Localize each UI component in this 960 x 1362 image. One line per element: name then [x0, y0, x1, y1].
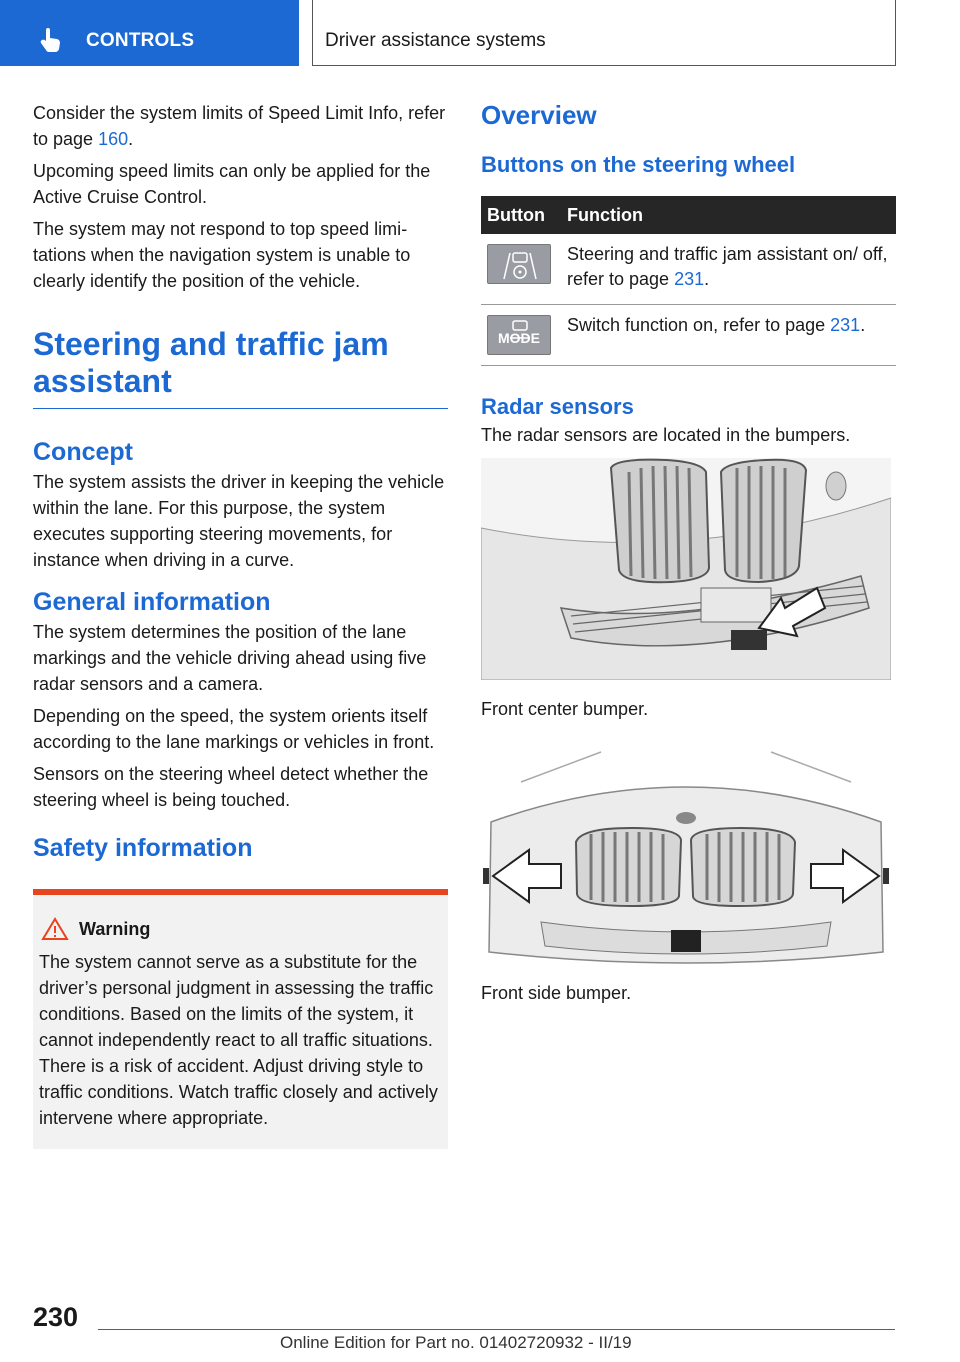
footer-divider	[98, 1329, 895, 1330]
chapter-label: CONTROLS	[86, 30, 195, 51]
table-row	[481, 234, 896, 305]
page-link[interactable]: 231	[674, 269, 705, 289]
chapter-tab	[0, 0, 299, 66]
figure-caption: Front side bumper.	[481, 983, 632, 1003]
table-header-function: Function	[561, 196, 896, 234]
table-row	[481, 305, 896, 366]
buttons-table	[481, 196, 896, 366]
section-title: Steering and traffic jam assistant	[33, 300, 448, 409]
section-header-title: Driver assistance systems	[325, 30, 546, 51]
paragraph: The system assists the driver in keeping the vehicle within the lane. For this purpose, the system executes supporting steering movements, for instance when driving in a curve.	[33, 472, 445, 570]
buttons-heading: Buttons on the steering wheel	[481, 152, 796, 177]
page-number: 230	[33, 1302, 79, 1332]
paragraph: The system may not respond to top speed limitations when the navigation system is unable to clearly identify the position of the vehicle.	[33, 219, 411, 291]
front-side-bumper-illustration	[481, 742, 896, 969]
table-cell-function: Switch function on, refer to page 231.	[561, 305, 896, 366]
warning-box	[33, 889, 448, 1149]
general-information-heading: General information	[33, 588, 271, 616]
edition-info: Online Edition for Part no. 01402720932 - II/19	[280, 1333, 632, 1352]
paragraph: Depending on the speed, the system orients itself according to the lane markings or vehicles in front.	[33, 706, 435, 752]
right-column	[481, 100, 896, 1004]
concept-heading: Concept	[33, 438, 133, 466]
table-header-button: Button	[481, 196, 561, 234]
radar-sensors-heading: Radar sensors	[481, 394, 634, 419]
paragraph: The system determines the position of the lane markings and the vehicle driving ahead using five radar sensors and a camera.	[33, 622, 427, 694]
page-link[interactable]: 231	[830, 315, 861, 335]
steering-assist-button-icon	[487, 244, 551, 284]
warning-text: The system cannot serve as a substitute for the driver’s personal judgment in assessing the traffic conditions. Based on the limits of the system, it cannot independently react to all traffic situations. There is a risk of accident. Adjust driving style to traffic conditions. Watch traffic closely and actively intervene where appropriate.	[39, 952, 438, 1128]
paragraph: The radar sensors are located in the bumpers.	[481, 425, 851, 445]
paragraph: Consider the system limits of Speed Limit Info, refer to page 160.	[33, 103, 446, 149]
figure-caption: Front center bumper.	[481, 699, 649, 719]
page-link[interactable]: 160	[98, 129, 129, 149]
header-divider	[895, 0, 896, 66]
table-cell-function: Steering and traffic jam assistant on/ off, refer to page 231.	[561, 234, 896, 305]
safety-information-heading: Safety information	[33, 834, 253, 862]
hand-pointer-icon	[40, 28, 62, 52]
warning-header	[39, 917, 442, 941]
mode-label: MODE	[498, 330, 540, 346]
warning-triangle-icon	[41, 917, 69, 941]
left-column	[33, 100, 448, 1149]
header-divider	[312, 0, 313, 66]
paragraph: Sensors on the steering wheel detect whether the steering wheel is being touched.	[33, 764, 429, 810]
mode-button-icon	[487, 315, 551, 355]
paragraph: Upcoming speed limits can only be applied for the Active Cruise Control.	[33, 161, 431, 207]
overview-heading: Overview	[481, 100, 597, 130]
warning-title: Warning	[79, 918, 151, 939]
front-center-bumper-illustration	[481, 458, 896, 685]
header-divider	[312, 65, 896, 66]
